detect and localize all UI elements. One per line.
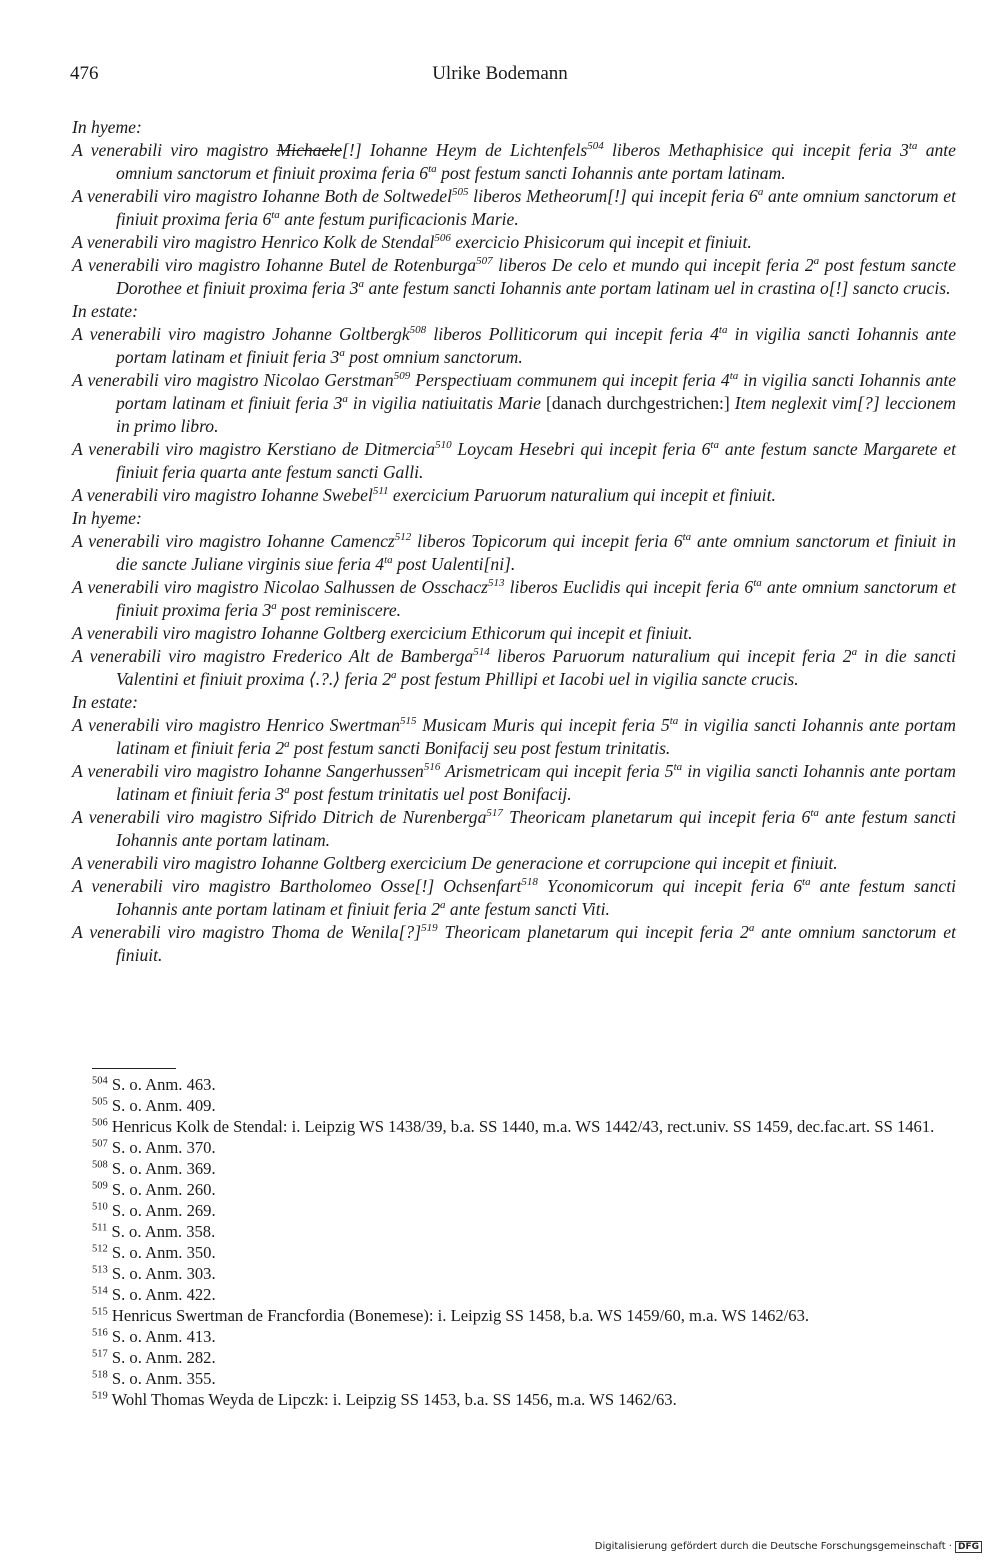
ordinal-superscript: a: [271, 600, 277, 613]
footnote: [72, 1242, 958, 1263]
entry-text: A venerabili viro magistro Thoma de Wenila[?]: [72, 922, 422, 942]
footnote: [72, 1095, 958, 1116]
ordinal-superscript: a: [358, 278, 365, 291]
lecture-entry: [72, 806, 956, 852]
entry-text: exercicium Paruorum naturalium qui incepit et finiuit.: [388, 485, 776, 505]
entry-text: A venerabili viro magistro Nicolao Salhussen de Osschacz: [72, 577, 488, 597]
page-number: 476: [70, 63, 99, 84]
ordinal-superscript: a: [748, 922, 755, 935]
footnote-text: S. o. Anm. 358.: [107, 1222, 216, 1241]
ordinal-superscript: ta: [428, 163, 437, 176]
entry-text: in vigilia sancti Iohannis ante portam latinam et finiuit feria 3: [116, 370, 957, 413]
footnote-text: S. o. Anm. 369.: [107, 1159, 216, 1178]
footnote: [72, 1347, 958, 1368]
footnote-ref: 516: [423, 761, 441, 774]
lecture-entry: [72, 254, 956, 300]
entry-text: ante omnium sanctorum et finiuit proxima feria 3: [116, 577, 956, 620]
footnote-number: 516: [92, 1327, 108, 1339]
main-text: [72, 116, 956, 967]
entry-text: in vigilia sancti Iohannis ante portam latinam et finiuit feria 3: [116, 324, 957, 367]
footnote-text: S. o. Anm. 282.: [107, 1348, 216, 1367]
lecture-entry: [72, 530, 956, 576]
entry-text: Perspectiuam communem qui incepit feria 4: [410, 370, 730, 390]
ordinal-superscript: ta: [718, 324, 728, 337]
footnote-number: 517: [92, 1348, 108, 1360]
section-heading: In estate:: [72, 692, 138, 712]
ordinal-superscript: a: [440, 899, 446, 912]
ordinal-superscript: a: [284, 738, 290, 751]
footnote: [72, 1284, 958, 1305]
lecture-entry: [72, 760, 956, 806]
footnote-ref: 509: [393, 370, 411, 383]
footnote-number: 508: [92, 1159, 108, 1171]
entry-text: liberos Methaphisice qui incepit feria 3: [603, 140, 909, 160]
entry-text: liberos Paruorum naturalium qui incepit feria 2: [489, 646, 852, 666]
lecture-entry: [72, 323, 956, 369]
footnote-number: 515: [92, 1306, 108, 1318]
entry-text: A venerabili viro magistro Iohanne Camencz: [72, 531, 395, 551]
lecture-entry: [72, 714, 956, 760]
footnote-number: 509: [92, 1180, 108, 1192]
entry-text: post festum trinitatis uel post Bonifacij.: [289, 784, 572, 804]
ordinal-superscript: a: [342, 393, 348, 406]
entry-text: liberos De celo et mundo qui incepit feria 2: [492, 255, 814, 275]
editorial-note: [danach durchgestrichen:]: [546, 393, 730, 413]
entry-text: post festum sancti Bonifacij seu post festum trinitatis.: [289, 738, 671, 758]
entry-text: ante festum sancti Iohannis ante portam latinam.: [116, 807, 956, 850]
footnote-number: 504: [92, 1075, 108, 1087]
footnote-number: 510: [92, 1201, 108, 1213]
ordinal-superscript: a: [339, 347, 345, 360]
entry-text: post festum sancti Iohannis ante portam latinam.: [436, 163, 786, 183]
footnote-number: 511: [92, 1222, 108, 1234]
entry-text: A venerabili viro magistro Bartholomeo Osse[!] Ochsenfart: [72, 876, 522, 896]
footnote-text: S. o. Anm. 422.: [107, 1285, 216, 1304]
lecture-entry: [72, 576, 956, 622]
footnote-text: Henricus Kolk de Stendal: i. Leipzig WS 1438/39, b.a. SS 1440, m.a. WS 1442/43, rect.univ. SS 1459, dec.fac.art. SS 1461.: [107, 1117, 935, 1136]
ordinal-superscript: a: [813, 255, 820, 268]
ordinal-superscript: ta: [673, 761, 683, 774]
footnote-number: 505: [92, 1096, 108, 1108]
entry-text: ante festum sancti Viti.: [445, 899, 610, 919]
footer-text: Digitalisierung gefördert durch die Deutsche Forschungsgemeinschaft ·: [594, 1541, 952, 1552]
entry-text: A venerabili viro magistro Iohanne Goltberg exercicium De generacione et corrupcione qui incepit et finiuit.: [72, 853, 838, 873]
footnote-number: 514: [92, 1285, 108, 1297]
entry-text: A venerabili viro magistro Iohanne Sangerhussen: [72, 761, 424, 781]
footnote-ref: 506: [434, 232, 451, 245]
footnote-text: S. o. Anm. 409.: [107, 1096, 216, 1115]
footnote: [72, 1200, 958, 1221]
entry-text: [!] Iohanne Heym de Lichtenfels: [341, 140, 588, 160]
footnote-number: 512: [92, 1243, 108, 1255]
footnote-ref: 519: [421, 922, 438, 935]
footnote-ref: 507: [476, 255, 493, 268]
lecture-entry: [72, 622, 956, 645]
ordinal-superscript: ta: [682, 531, 692, 544]
entry-text: A venerabili viro magistro Johanne Goltbergk: [72, 324, 410, 344]
entry-text: ante omnium sanctorum et finiuit.: [116, 922, 956, 965]
entry-text: post festum Phillipi et Iacobi uel in vigilia sancte crucis.: [396, 669, 799, 689]
footnote-text: S. o. Anm. 463.: [107, 1075, 216, 1094]
entry-text: ante festum sancte Margarete et finiuit feria quarta ante festum sancti Galli.: [116, 439, 956, 482]
footnote-ref: 505: [452, 186, 469, 199]
entry-text: ante omnium sanctorum et finiuit in die sancte Juliane virginis siue feria 4: [116, 531, 956, 574]
ordinal-superscript: ta: [384, 554, 393, 567]
lecture-entry: [72, 139, 956, 185]
footnote-text: S. o. Anm. 413.: [107, 1327, 216, 1346]
entry-text: ante festum sancti Iohannis ante portam latinam uel in crastina o[!] sancto crucis.: [364, 278, 951, 298]
lecture-entry: [72, 231, 956, 254]
entry-text: Theoricam planetarum qui incepit feria 6: [502, 807, 811, 827]
ordinal-superscript: a: [284, 784, 290, 797]
entry-text: Yconomicorum qui incepit feria 6: [537, 876, 803, 896]
footnote: [72, 1389, 958, 1410]
entry-text: A venerabili viro magistro Henrico Swertman: [72, 715, 400, 735]
footnote: [72, 1158, 958, 1179]
entry-text: in vigilia sancti Iohannis ante portam latinam et finiuit feria 3: [116, 761, 957, 804]
entry-text: liberos Topicorum qui incepit feria 6: [411, 531, 683, 551]
footnote-ref: 504: [587, 140, 604, 153]
entry-text: liberos Metheorum[!] qui incepit feria 6: [468, 186, 758, 206]
entry-text: Musicam Muris qui incepit feria 5: [416, 715, 670, 735]
footnote-ref: 512: [394, 531, 412, 544]
footnote-text: S. o. Anm. 269.: [107, 1201, 216, 1220]
entry-text: Arismetricam qui incepit feria 5: [440, 761, 674, 781]
lecture-entry: [72, 369, 956, 438]
section-heading: In hyeme:: [72, 117, 142, 137]
entry-text: in vigilia sancti Iohannis ante portam latinam et finiuit feria 2: [116, 715, 956, 758]
footnote-ref: 513: [488, 577, 505, 590]
footnote-rule: [92, 1068, 176, 1069]
lecture-entry: [72, 185, 956, 231]
footnote: [72, 1221, 958, 1242]
footnote-text: S. o. Anm. 355.: [107, 1369, 216, 1388]
footnote-text: Henricus Swertman de Francfordia (Bonemese): i. Leipzig SS 1458, b.a. WS 1459/60, m.a. WS 1462/63.: [107, 1306, 810, 1325]
entry-text: post reminiscere.: [276, 600, 402, 620]
running-head: Ulrike Bodemann: [432, 63, 568, 84]
ordinal-superscript: a: [391, 669, 397, 682]
footnote-number: 506: [92, 1117, 108, 1129]
lecture-entry: [72, 852, 956, 875]
footnote-text: S. o. Anm. 370.: [107, 1138, 216, 1157]
entry-text: post omnium sanctorum.: [344, 347, 523, 367]
footnote: [72, 1326, 958, 1347]
lecture-entry: [72, 921, 956, 967]
footnote-text: Wohl Thomas Weyda de Lipczk: i. Leipzig SS 1453, b.a. SS 1456, m.a. WS 1462/63.: [107, 1390, 677, 1409]
footnote-number: 518: [92, 1369, 108, 1381]
entry-text: post Ualenti[ni].: [392, 554, 516, 574]
entry-text: in vigilia natiuitatis Marie: [347, 393, 546, 413]
lecture-entry: [72, 438, 956, 484]
footnote-ref: 510: [435, 439, 452, 452]
footnote-number: 507: [92, 1138, 108, 1150]
footnote-ref: 515: [400, 715, 417, 728]
entry-text: A venerabili viro magistro Iohanne Swebel: [72, 485, 373, 505]
ordinal-superscript: a: [757, 186, 764, 199]
entry-text: liberos Polliticorum qui incepit feria 4: [426, 324, 719, 344]
ordinal-superscript: ta: [810, 807, 819, 820]
entry-text: A venerabili viro magistro Henrico Kolk de Stendal: [72, 232, 435, 252]
entry-text: A venerabili viro magistro Iohanne Butel de Rotenburga: [72, 255, 477, 275]
footnote: [72, 1179, 958, 1200]
footnote: [72, 1305, 958, 1326]
entry-text: A venerabili viro magistro Iohanne Goltberg exercicium Ethicorum qui incepit et finiuit.: [72, 623, 693, 643]
footnote-text: S. o. Anm. 260.: [107, 1180, 216, 1199]
struck-text: Michaele: [276, 140, 342, 160]
entry-text: in die sancti Valentini et finiuit proxima ⟨.?.⟩ feria 2: [116, 646, 956, 689]
entry-text: A venerabili viro magistro Nicolao Gerstman: [72, 370, 394, 390]
footnote-ref: 517: [486, 807, 503, 820]
footnote-number: 519: [92, 1390, 108, 1402]
section-heading: In hyeme:: [72, 508, 142, 528]
footnote: [72, 1116, 958, 1137]
footnote: [72, 1137, 958, 1158]
entry-text: ante festum purificacionis Marie.: [279, 209, 519, 229]
entry-text: A venerabili viro magistro Kerstiano de Ditmercia: [72, 439, 436, 459]
entry-text: Item neglexit vim[?] leccionem in primo libro.: [116, 393, 956, 436]
lecture-entry: [72, 484, 956, 507]
entry-text: exercicio Phisicorum qui incepit et finiuit.: [450, 232, 752, 252]
entry-text: Loycam Hesebri qui incepit feria 6: [451, 439, 711, 459]
footnote: [72, 1074, 958, 1095]
footnote-number: 513: [92, 1264, 108, 1276]
dfg-logo: DFG: [955, 1541, 982, 1553]
footnotes: [72, 1074, 958, 1410]
ordinal-superscript: ta: [271, 209, 280, 222]
footnote-ref: 508: [409, 324, 427, 337]
lecture-entry: [72, 645, 956, 691]
footnote-ref: 511: [372, 485, 389, 498]
footnote: [72, 1368, 958, 1389]
lecture-entry: [72, 875, 956, 921]
entry-text: A venerabili viro magistro Iohanne Both de Soltwedel: [72, 186, 452, 206]
ordinal-superscript: ta: [669, 715, 679, 728]
ordinal-superscript: a: [851, 646, 858, 659]
ordinal-superscript: ta: [802, 876, 811, 889]
footnote-text: S. o. Anm. 303.: [107, 1264, 216, 1283]
ordinal-superscript: ta: [710, 439, 719, 452]
ordinal-superscript: ta: [729, 370, 739, 383]
entry-text: liberos Euclidis qui incepit feria 6: [504, 577, 754, 597]
entry-text: A venerabili viro magistro Frederico Alt de Bamberga: [72, 646, 474, 666]
ordinal-superscript: ta: [753, 577, 762, 590]
footnote-ref: 518: [521, 876, 538, 889]
section-heading: In estate:: [72, 301, 138, 321]
entry-text: Theoricam planetarum qui incepit feria 2: [437, 922, 749, 942]
footnote: [72, 1263, 958, 1284]
digitization-footer: [595, 1541, 982, 1553]
entry-text: ante omnium sanctorum et finiuit proxima feria 6: [116, 186, 956, 229]
footnote-text: S. o. Anm. 350.: [107, 1243, 216, 1262]
footnote-ref: 514: [473, 646, 490, 659]
entry-text: ante omnium sanctorum et finiuit proxima feria 6: [116, 140, 956, 183]
entry-text: A venerabili viro magistro Sifrido Ditrich de Nurenberga: [72, 807, 487, 827]
entry-text: post festum sancte Dorothee et finiuit proxima feria 3: [116, 255, 957, 298]
ordinal-superscript: ta: [908, 140, 918, 153]
entry-text: ante festum sancti Iohannis ante portam latinam et finiuit feria 2: [116, 876, 956, 919]
entry-text: A venerabili viro magistro: [72, 140, 277, 160]
